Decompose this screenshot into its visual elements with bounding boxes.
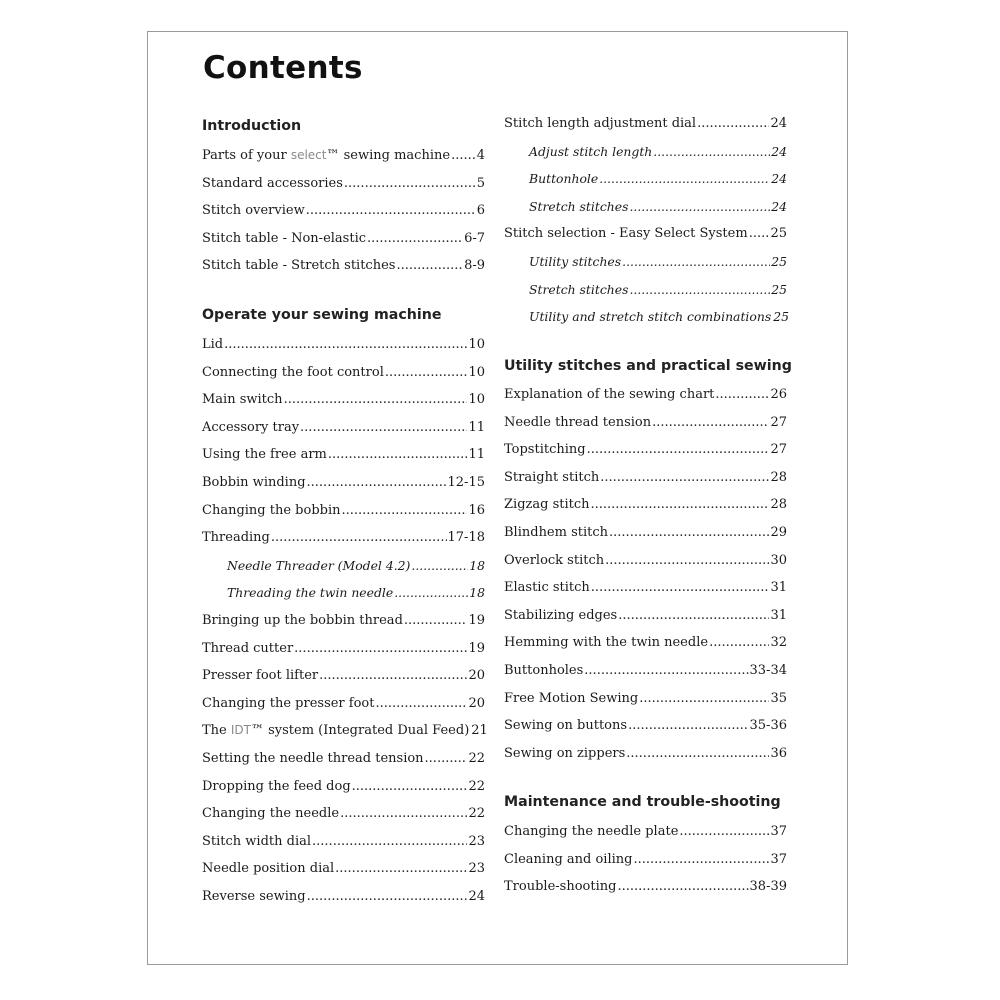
toc-entry-label: Using the free arm xyxy=(202,447,327,462)
dot-leader xyxy=(599,171,770,186)
toc-entry xyxy=(202,258,485,276)
dot-leader xyxy=(312,834,467,849)
dot-leader xyxy=(639,691,769,706)
toc-entry-label: Stitch selection - Easy Select System xyxy=(504,226,748,241)
toc-page-number: 12-15 xyxy=(447,475,485,490)
toc-entry-label: Explanation of the sewing chart xyxy=(504,387,715,402)
toc-page-number: 38-39 xyxy=(749,879,787,894)
toc-entry-label: Stitch length adjustment dial xyxy=(504,116,697,131)
toc-entry-label: Setting the needle thread tension xyxy=(202,751,424,766)
toc-page-number: 28 xyxy=(770,497,787,512)
toc-entry xyxy=(504,415,787,433)
toc-page-number: 24 xyxy=(771,171,787,186)
brand-name: select xyxy=(290,148,327,162)
toc-entry xyxy=(504,691,787,709)
toc-entry-label: Buttonholes xyxy=(504,663,584,678)
toc-entry xyxy=(202,392,485,410)
toc-entry-label: Bringing up the bobbin thread xyxy=(202,613,403,628)
toc-entry-label: Cleaning and oiling xyxy=(504,852,633,867)
dot-leader xyxy=(307,889,468,904)
toc-entry-label: Stretch stitches xyxy=(529,199,629,214)
toc-entry xyxy=(529,254,787,272)
toc-page-number: 22 xyxy=(468,779,485,794)
dot-leader xyxy=(605,553,769,568)
toc-entry xyxy=(202,203,485,221)
page-title: Contents xyxy=(203,50,363,86)
toc-page-number: 27 xyxy=(770,442,787,457)
dot-leader xyxy=(591,497,770,512)
dot-leader xyxy=(307,475,447,490)
dot-leader xyxy=(622,254,770,269)
toc-entry xyxy=(504,824,787,842)
toc-entry-label: Needle position dial xyxy=(202,861,335,876)
dot-leader xyxy=(404,613,468,628)
toc-entry-label: Thread cutter xyxy=(202,641,294,656)
toc-entry-label-pre: The xyxy=(202,723,231,738)
dot-leader xyxy=(396,258,463,273)
toc-page-number: 23 xyxy=(468,861,485,876)
toc-entry xyxy=(227,585,485,603)
toc-entry-label: Changing the presser foot xyxy=(202,696,375,711)
toc-entry-label: Threading xyxy=(202,530,270,545)
toc-entry-label-pre: Parts of your xyxy=(202,148,291,163)
brand-name: IDT xyxy=(230,723,251,737)
toc-entry-label: Threading the twin needle xyxy=(227,585,394,600)
toc-entry xyxy=(504,746,787,764)
toc-entry xyxy=(529,309,787,327)
toc-page-number: 18 xyxy=(469,585,485,600)
dot-leader xyxy=(626,746,769,761)
toc-entry xyxy=(504,470,787,488)
toc-entry xyxy=(504,553,787,571)
toc-entry-label: Changing the bobbin xyxy=(202,503,341,518)
toc-entry xyxy=(504,580,787,598)
toc-page-number: 6-7 xyxy=(464,231,485,246)
dot-leader xyxy=(709,635,769,650)
toc-page-number: 20 xyxy=(468,696,485,711)
toc-entry-label: Changing the needle plate xyxy=(504,824,679,839)
toc-entry xyxy=(202,176,485,194)
dot-leader xyxy=(679,824,769,839)
toc-entry-label: Sewing on zippers xyxy=(504,746,626,761)
dot-leader xyxy=(609,525,769,540)
dot-leader xyxy=(344,176,476,191)
toc-entry xyxy=(202,834,485,852)
toc-entry-label: Overlock stitch xyxy=(504,553,605,568)
toc-entry xyxy=(504,525,787,543)
toc-page-number: 31 xyxy=(770,580,787,595)
dot-leader xyxy=(584,663,748,678)
toc-page-number: 25 xyxy=(771,254,787,269)
toc-entry xyxy=(202,889,485,907)
toc-page-number: 19 xyxy=(468,641,485,656)
toc-page-number: 29 xyxy=(770,525,787,540)
dot-leader xyxy=(618,608,769,623)
dot-leader xyxy=(352,779,468,794)
toc-entry xyxy=(227,558,485,576)
toc-page-number: 26 xyxy=(770,387,787,402)
toc-entry-label: Connecting the foot control xyxy=(202,365,384,380)
toc-entry xyxy=(504,879,787,897)
toc-page-number: 19 xyxy=(468,613,485,628)
dot-leader xyxy=(617,879,748,894)
toc-entry-label: Stitch width dial xyxy=(202,834,312,849)
toc-page-number: 28 xyxy=(770,470,787,485)
toc-page-number: 17-18 xyxy=(447,530,485,545)
toc-entry xyxy=(504,635,787,653)
toc-entry-label: Blindhem stitch xyxy=(504,525,609,540)
toc-entry-label: Stitch table - Non-elastic xyxy=(202,231,367,246)
toc-entry-label xyxy=(202,723,469,738)
toc-page-number: 33-34 xyxy=(749,663,787,678)
dot-leader xyxy=(328,447,468,462)
dot-leader xyxy=(451,148,476,163)
toc-entry-label xyxy=(202,148,450,163)
dot-leader xyxy=(411,558,468,573)
toc-entry-label: Changing the needle xyxy=(202,806,340,821)
toc-page-number: 32 xyxy=(770,635,787,650)
section-heading: Maintenance and trouble-shooting xyxy=(504,794,781,810)
toc-page-number: 22 xyxy=(468,751,485,766)
toc-page-number: 11 xyxy=(468,447,485,462)
toc-entry-label: Standard accessories xyxy=(202,176,343,191)
toc-page-number: 5 xyxy=(476,176,485,191)
toc-entry xyxy=(202,148,485,166)
toc-entry xyxy=(202,668,485,686)
dot-leader xyxy=(600,470,769,485)
dot-leader xyxy=(284,392,468,407)
toc-entry-label-post: ™ sewing machine xyxy=(326,148,451,163)
toc-entry xyxy=(504,497,787,515)
toc-entry xyxy=(202,447,485,465)
toc-page-number: 25 xyxy=(770,226,787,241)
toc-page-number: 36 xyxy=(770,746,787,761)
dot-leader xyxy=(629,282,770,297)
toc-entry-label: Reverse sewing xyxy=(202,889,306,904)
toc-entry xyxy=(202,613,485,631)
dot-leader xyxy=(628,718,748,733)
toc-entry-label: Stabilizing edges xyxy=(504,608,618,623)
toc-page-number: 30 xyxy=(770,553,787,568)
toc-page-number: 8-9 xyxy=(464,258,485,273)
toc-entry xyxy=(504,608,787,626)
toc-entry xyxy=(202,420,485,438)
toc-page-number: 37 xyxy=(770,824,787,839)
toc-page-number: 25 xyxy=(771,282,787,297)
toc-entry-label: Trouble-shooting xyxy=(504,879,617,894)
dot-leader xyxy=(306,203,476,218)
toc-entry xyxy=(529,282,787,300)
toc-entry-label-post: ™ system (Integrated Dual Feed) xyxy=(250,723,470,738)
dot-leader xyxy=(367,231,463,246)
toc-page-number: 25 xyxy=(773,309,789,324)
toc-entry xyxy=(202,475,485,493)
dot-leader xyxy=(715,387,769,402)
toc-entry xyxy=(202,641,485,659)
toc-entry xyxy=(529,199,787,217)
toc-entry xyxy=(504,226,787,244)
toc-entry xyxy=(529,144,787,162)
dot-leader xyxy=(300,420,467,435)
toc-entry-label: Sewing on buttons xyxy=(504,718,628,733)
toc-entry xyxy=(202,696,485,714)
toc-page-number: 18 xyxy=(469,558,485,573)
toc-entry-label: Utility stitches xyxy=(529,254,622,269)
toc-entry xyxy=(504,387,787,405)
toc-entry-label: Free Motion Sewing xyxy=(504,691,639,706)
dot-leader xyxy=(394,585,468,600)
dot-leader xyxy=(335,861,467,876)
toc-page-number: 21 xyxy=(471,723,488,738)
toc-page-number: 11 xyxy=(468,420,485,435)
toc-entry xyxy=(202,806,485,824)
toc-page-number: 24 xyxy=(771,144,787,159)
toc-entry xyxy=(202,365,485,383)
toc-entry xyxy=(202,231,485,249)
toc-entry xyxy=(504,442,787,460)
toc-entry xyxy=(202,503,485,521)
toc-page-number: 16 xyxy=(468,503,485,518)
toc-page-number: 24 xyxy=(771,199,787,214)
toc-entry-label: Main switch xyxy=(202,392,283,407)
dot-leader xyxy=(591,580,770,595)
toc-page-number: 35 xyxy=(770,691,787,706)
toc-entry xyxy=(504,718,787,736)
section-heading: Operate your sewing machine xyxy=(202,307,442,323)
dot-leader xyxy=(425,751,468,766)
section-heading: Utility stitches and practical sewing xyxy=(504,358,792,374)
toc-entry-label: Buttonhole xyxy=(529,171,599,186)
toc-entry-label: Adjust stitch length xyxy=(529,144,653,159)
toc-entry xyxy=(202,337,485,355)
toc-page-number: 24 xyxy=(468,889,485,904)
toc-entry-label: Straight stitch xyxy=(504,470,600,485)
toc-page-number: 10 xyxy=(468,392,485,407)
dot-leader xyxy=(271,530,447,545)
section-heading: Introduction xyxy=(202,118,302,134)
dot-leader xyxy=(342,503,468,518)
toc-entry xyxy=(202,723,488,741)
toc-entry xyxy=(504,116,787,134)
toc-page-number: 24 xyxy=(770,116,787,131)
dot-leader xyxy=(697,116,769,131)
dot-leader xyxy=(375,696,467,711)
toc-page-number: 35-36 xyxy=(749,718,787,733)
toc-entry-label: Stretch stitches xyxy=(529,282,629,297)
toc-page-number: 10 xyxy=(468,365,485,380)
toc-entry xyxy=(504,852,787,870)
dot-leader xyxy=(340,806,467,821)
toc-entry-label: Needle Threader (Model 4.2) xyxy=(227,558,411,573)
toc-entry xyxy=(202,751,485,769)
dot-leader xyxy=(653,144,770,159)
dot-leader xyxy=(224,337,467,352)
toc-page-number: 27 xyxy=(770,415,787,430)
toc-entry-label: Bobbin winding xyxy=(202,475,306,490)
toc-page-number: 4 xyxy=(476,148,485,163)
toc-entry xyxy=(529,171,787,189)
toc-entry-label: Utility and stretch stitch combinations xyxy=(529,309,772,324)
toc-entry xyxy=(202,861,485,879)
dot-leader xyxy=(319,668,467,683)
toc-entry-label: Stitch table - Stretch stitches xyxy=(202,258,396,273)
dot-leader xyxy=(749,226,770,241)
toc-entry-label: Accessory tray xyxy=(202,420,300,435)
toc-page-number: 6 xyxy=(476,203,485,218)
dot-leader xyxy=(385,365,468,380)
toc-entry-label: Topstitching xyxy=(504,442,586,457)
toc-entry-label: Presser foot lifter xyxy=(202,668,319,683)
dot-leader xyxy=(652,415,769,430)
document-page xyxy=(147,31,848,965)
toc-entry-label: Stitch overview xyxy=(202,203,305,218)
toc-entry-label: Dropping the feed dog xyxy=(202,779,351,794)
toc-page-number: 22 xyxy=(468,806,485,821)
toc-entry-label: Elastic stitch xyxy=(504,580,590,595)
toc-entry xyxy=(504,663,787,681)
dot-leader xyxy=(587,442,770,457)
toc-entry-label: Zigzag stitch xyxy=(504,497,590,512)
toc-entry xyxy=(202,530,485,548)
toc-page-number: 37 xyxy=(770,852,787,867)
toc-entry-label: Hemming with the twin needle xyxy=(504,635,709,650)
dot-leader xyxy=(629,199,770,214)
toc-entry-label: Lid xyxy=(202,337,224,352)
toc-entry-label: Needle thread tension xyxy=(504,415,652,430)
toc-page-number: 10 xyxy=(468,337,485,352)
toc-page-number: 31 xyxy=(770,608,787,623)
dot-leader xyxy=(294,641,467,656)
toc-page-number: 23 xyxy=(468,834,485,849)
toc-entry xyxy=(202,779,485,797)
toc-page-number: 20 xyxy=(468,668,485,683)
dot-leader xyxy=(633,852,769,867)
